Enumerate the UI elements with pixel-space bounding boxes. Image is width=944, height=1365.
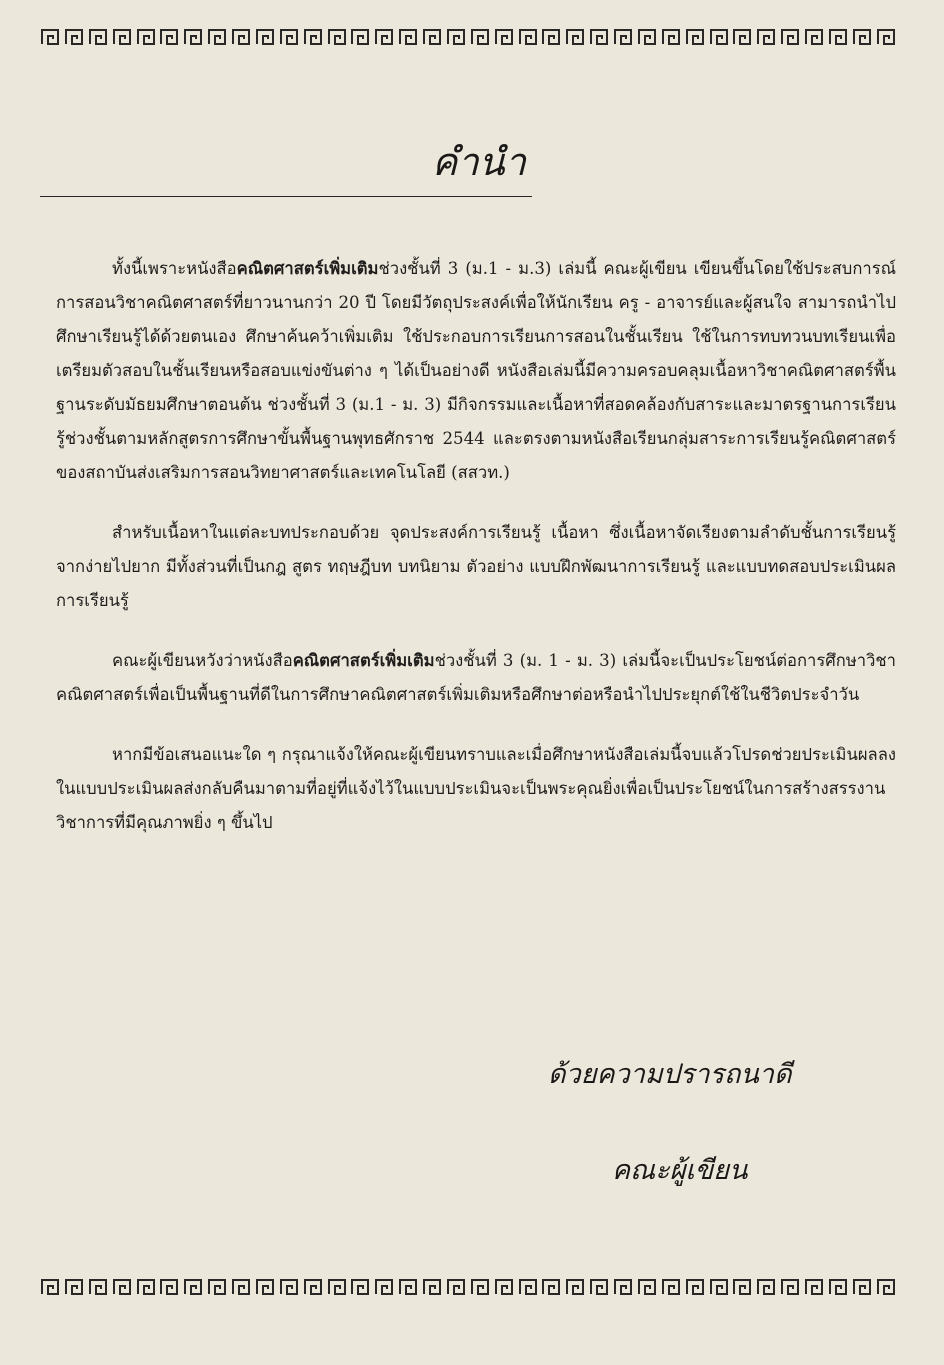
meander-key-icon bbox=[279, 1278, 299, 1296]
meander-key-icon bbox=[279, 28, 299, 46]
meander-key-icon bbox=[852, 28, 872, 46]
title-underline bbox=[40, 130, 532, 197]
meander-key-icon bbox=[709, 28, 729, 46]
meander-key-icon bbox=[876, 28, 896, 46]
meander-key-icon bbox=[518, 28, 538, 46]
meander-key-icon bbox=[565, 1278, 585, 1296]
meander-key-icon bbox=[327, 1278, 347, 1296]
meander-key-icon bbox=[231, 1278, 251, 1296]
meander-key-icon bbox=[756, 1278, 776, 1296]
closing-salutation: ด้วยความปรารถนาดี bbox=[548, 1059, 792, 1090]
meander-key-icon bbox=[709, 1278, 729, 1296]
book-title-bold: คณิตศาสตร์เพิ่มเติม bbox=[292, 651, 435, 670]
meander-key-icon bbox=[40, 1278, 60, 1296]
meander-key-icon bbox=[685, 28, 705, 46]
meander-key-icon bbox=[303, 28, 323, 46]
paragraph-2: สำหรับเนื้อหาในแต่ละบทประกอบด้วย จุดประสงค์การเรียนรู้ เนื้อหา ซึ่งเนื้อหาจัดเรียงตามลำดับชั้นการเรียนรู้จากง่ายไปยาก มีทั้งส่วนที่เป็นกฎ สูตร ทฤษฎีบท บทนิยาม ตัวอย่าง แบบฝึกพัฒนาการเรียนรู้ และแบบทดสอบประเมินผลการเรียนรู้ bbox=[56, 523, 896, 610]
meander-key-icon bbox=[494, 1278, 514, 1296]
paragraph-3: คณะผู้เขียนหวังว่าหนังสือคณิตศาสตร์เพิ่มเติมช่วงชั้นที่ 3 (ม. 1 - ม. 3) เล่มนี้จะเป็นประโยชน์ต่อการศึกษาวิชาคณิตศาสตร์เพื่อเป็นพื้นฐานที่ดีในการศึกษาคณิตศาสตร์เพิ่มเติมหรือศึกษาต่อหรือนำไปประยุกต์ใช้ในชีวิตประจำวัน bbox=[56, 651, 896, 704]
meander-key-icon bbox=[374, 28, 394, 46]
meander-key-icon bbox=[255, 28, 275, 46]
meander-key-icon bbox=[661, 28, 681, 46]
meander-key-icon bbox=[804, 1278, 824, 1296]
meander-key-icon bbox=[64, 28, 84, 46]
meander-key-icon bbox=[136, 1278, 156, 1296]
top-ornament-border bbox=[40, 20, 896, 54]
meander-key-icon bbox=[494, 28, 514, 46]
meander-key-icon bbox=[756, 28, 776, 46]
meander-key-icon bbox=[183, 28, 203, 46]
meander-key-icon bbox=[207, 28, 227, 46]
meander-key-icon bbox=[637, 1278, 657, 1296]
meander-key-icon bbox=[852, 1278, 872, 1296]
meander-key-icon bbox=[661, 1278, 681, 1296]
meander-key-icon bbox=[589, 28, 609, 46]
meander-key-icon bbox=[780, 28, 800, 46]
meander-key-icon bbox=[350, 28, 370, 46]
meander-key-icon bbox=[637, 28, 657, 46]
meander-key-icon bbox=[589, 1278, 609, 1296]
author-signature: คณะผู้เขียน bbox=[612, 1155, 748, 1186]
meander-key-icon bbox=[183, 1278, 203, 1296]
meander-key-icon bbox=[422, 1278, 442, 1296]
meander-key-icon bbox=[88, 28, 108, 46]
meander-key-icon bbox=[398, 28, 418, 46]
meander-key-icon bbox=[112, 1278, 132, 1296]
meander-key-icon bbox=[613, 1278, 633, 1296]
meander-key-icon bbox=[541, 1278, 561, 1296]
meander-key-icon bbox=[422, 28, 442, 46]
meander-key-icon bbox=[804, 28, 824, 46]
preface-body bbox=[56, 252, 896, 866]
meander-key-icon bbox=[350, 1278, 370, 1296]
meander-key-icon bbox=[159, 1278, 179, 1296]
meander-key-icon bbox=[398, 1278, 418, 1296]
meander-key-icon bbox=[207, 1278, 227, 1296]
meander-key-icon bbox=[159, 28, 179, 46]
meander-key-icon bbox=[446, 28, 466, 46]
meander-key-icon bbox=[541, 28, 561, 46]
paragraph-4: หากมีข้อเสนอแนะใด ๆ กรุณาแจ้งให้คณะผู้เขียนทราบและเมื่อศึกษาหนังสือเล่มนี้จบแล้วโปรดช่วยประเมินผลลงในแบบประเมินผลส่งกลับคืนมาตามที่อยู่ที่แจ้งไว้ในแบบประเมินจะเป็นพระคุณยิ่งเพื่อเป็นประโยชน์ในการสร้างสรรงานวิชาการที่มีคุณภาพยิ่ง ๆ ขึ้นไป bbox=[56, 745, 896, 832]
meander-key-icon bbox=[470, 1278, 490, 1296]
meander-key-icon bbox=[685, 1278, 705, 1296]
meander-key-icon bbox=[565, 28, 585, 46]
meander-key-icon bbox=[255, 1278, 275, 1296]
meander-key-icon bbox=[303, 1278, 323, 1296]
meander-key-icon bbox=[732, 28, 752, 46]
meander-key-icon bbox=[231, 28, 251, 46]
meander-key-icon bbox=[374, 1278, 394, 1296]
meander-key-icon bbox=[40, 28, 60, 46]
meander-key-icon bbox=[446, 1278, 466, 1296]
meander-key-icon bbox=[88, 1278, 108, 1296]
meander-key-icon bbox=[518, 1278, 538, 1296]
meander-key-icon bbox=[470, 28, 490, 46]
meander-key-icon bbox=[732, 1278, 752, 1296]
meander-key-icon bbox=[613, 28, 633, 46]
bottom-ornament-border bbox=[40, 1270, 896, 1304]
meander-key-icon bbox=[112, 28, 132, 46]
book-title-bold: คณิตศาสตร์เพิ่มเติม bbox=[236, 259, 379, 278]
meander-key-icon bbox=[64, 1278, 84, 1296]
page-title: คำนำ bbox=[431, 140, 526, 184]
paragraph-1: ทั้งนี้เพราะหนังสือคณิตศาสตร์เพิ่มเติมช่วงชั้นที่ 3 (ม.1 - ม.3) เล่มนี้ คณะผู้เขียน เขียนขึ้นโดยใช้ประสบการณ์การสอนวิชาคณิตศาสตร์ที่ยาวนานกว่า 20 ปี โดยมีวัตถุประสงค์เพื่อให้นักเรียน ครู - อาจารย์และผู้สนใจ สามารถนำไปศึกษาเรียนรู้ได้ด้วยตนเอง ศึกษาค้นคว้าเพิ่มเติม ใช้ประกอบการเรียนการสอนในชั้นเรียน ใช้ในการทบทวนบทเรียนเพื่อเตรียมตัวสอบในชั้นเรียนหรือสอบแข่งขันต่าง ๆ ได้เป็นอย่างดี หนังสือเล่มนี้มีความครอบคลุมเนื้อหาวิชาคณิตศาสตร์พื้นฐานระดับมัธยมศึกษาตอนต้น ช่วงชั้นที่ 3 (ม.1 - ม. 3) มีกิจกรรมและเนื้อหาที่สอดคล้องกับสาระและมาตรฐานการเรียนรู้ช่วงชั้นตามหลักสูตรการศึกษาขั้นพื้นฐานพุทธศักราช 2544 และตรงตามหนังสือเรียนกลุ่มสาระการเรียนรู้คณิตศาสตร์ของสถาบันส่งเสริมการสอนวิทยาศาสตร์และเทคโนโลยี (สสวท.) bbox=[56, 259, 896, 482]
meander-key-icon bbox=[780, 1278, 800, 1296]
meander-key-icon bbox=[876, 1278, 896, 1296]
meander-key-icon bbox=[828, 1278, 848, 1296]
meander-key-icon bbox=[136, 28, 156, 46]
meander-key-icon bbox=[327, 28, 347, 46]
meander-key-icon bbox=[828, 28, 848, 46]
